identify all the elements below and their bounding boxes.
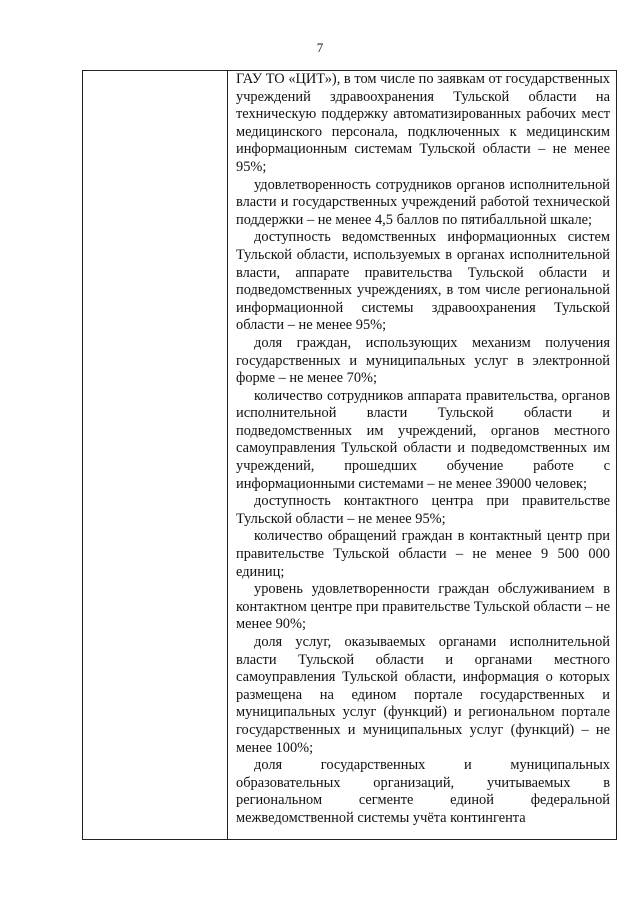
paragraph: доля граждан, использующих механизм получения государственных и муниципальных услуг в электронной форме – не менее 70%; — [236, 334, 610, 387]
table-left-cell — [83, 71, 228, 839]
paragraph: доступность контактного центра при правительстве Тульской области – не менее 95%; — [236, 493, 610, 527]
paragraph: уровень удовлетворенности граждан обслуживанием в контактном центре при правительстве Тульской области – не менее 90%; — [236, 581, 610, 633]
document-table — [82, 70, 617, 840]
paragraph: ГАУ ТО «ЦИТ»), в том числе по заявкам от государственных учреждений здравоохранения Тульской области на техническую поддержку автоматизированных рабочих мест медицинского персонала, подключенных к медицинским информационным системам Тульской области – не менее 95%; — [236, 71, 610, 175]
paragraph: доля государственных и муниципальных образовательных организаций, учитываемых в региональном сегменте единой федеральной межведомственной системы учёта контингента — [236, 757, 610, 826]
paragraph: доступность ведомственных информационных систем Тульской области, используемых в органах исполнительной власти, аппарате правительства Тульской области и подведомственных учреждениях, в том числе региональной информационной системы здравоохранения Тульской области – не менее 95%; — [236, 229, 610, 334]
paragraph: удовлетворенность сотрудников органов исполнительной власти и государственных учреждений работой технической поддержки – не менее 4,5 баллов по пятибалльной шкале; — [236, 176, 610, 228]
paragraph: доля услуг, оказываемых органами исполнительной власти Тульской области и органами местного самоуправления Тульской области, информация о которых размещена на едином портале государственных и муниципальных услуг (функций) и региональном портале государственных и муниципальных услуг (функций) – не менее 100%; — [236, 634, 610, 756]
paragraph: количество сотрудников аппарата правительства, органов исполнительной власти Тульской области и подведомственных им учреждений, органов местного самоуправления Тульской области и подведомственных им учреждений, прошедших обучение работе с информационными системами – не менее 39000 человек; — [236, 387, 610, 492]
paragraph: количество обращений граждан в контактный центр при правительстве Тульской области – не менее 9 500 000 единиц; — [236, 528, 610, 580]
table-right-cell — [228, 71, 616, 839]
page-number: 7 — [316, 40, 324, 55]
